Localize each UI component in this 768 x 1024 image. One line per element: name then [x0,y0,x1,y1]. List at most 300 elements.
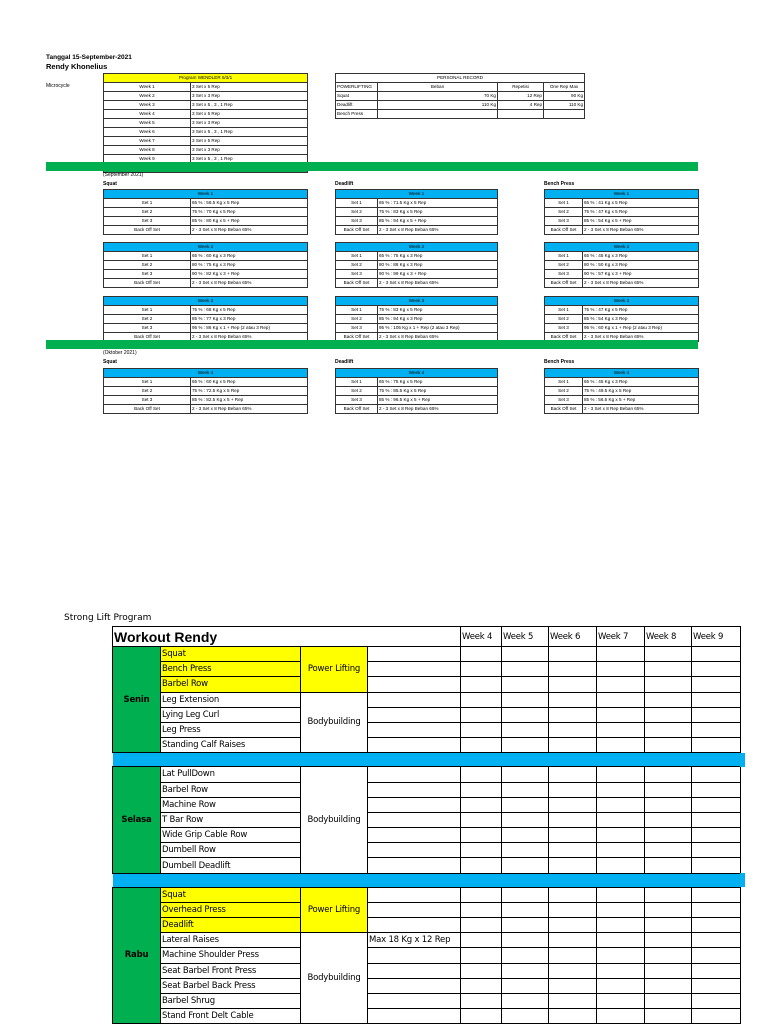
pr-header: Beban [378,83,498,92]
pr-title: PERSONAL RECORD [336,74,585,83]
set-label: Back Off Set [545,405,583,414]
log-cell[interactable] [502,918,549,933]
log-cell[interactable] [549,797,597,812]
log-cell[interactable] [502,993,549,1008]
program-row [104,110,308,119]
log-cell[interactable] [597,812,645,827]
category-label: Bodybuilding [301,692,368,753]
log-cell[interactable] [549,843,597,858]
log-cell[interactable] [549,692,597,707]
log-cell[interactable] [645,993,692,1008]
log-cell[interactable] [461,948,502,963]
log-cell[interactable] [368,647,461,662]
log-cell[interactable] [549,828,597,843]
log-note[interactable]: Max 18 Kg x 12 Rep [368,933,461,948]
set-label: Set 1 [336,252,378,261]
log-cell[interactable] [502,692,549,707]
log-cell[interactable] [645,843,692,858]
log-cell[interactable] [502,963,549,978]
set-row [104,306,308,315]
log-cell[interactable] [368,978,461,993]
log-cell[interactable] [597,948,645,963]
log-cell[interactable] [549,767,597,782]
set-label: Set 2 [545,208,583,217]
log-cell[interactable] [502,933,549,948]
set-row [336,208,498,217]
set-label: Set 1 [104,306,191,315]
log-cell[interactable] [502,767,549,782]
log-cell[interactable] [597,858,645,873]
set-detail: 85 % : 54 Kg x 3 Rep [583,315,699,324]
log-cell[interactable] [645,647,692,662]
week-column-header: Week 5 [502,627,549,647]
log-cell[interactable] [368,948,461,963]
exercise-name: Lat PullDown [161,767,301,782]
log-cell[interactable] [597,797,645,812]
log-cell[interactable] [461,797,502,812]
week-column-header: Week 6 [549,627,597,647]
log-cell[interactable] [549,1009,597,1024]
program-week: Week 9 [104,155,191,164]
log-cell[interactable] [502,782,549,797]
set-label: Set 3 [545,396,583,405]
log-cell[interactable] [645,782,692,797]
program-row [104,146,308,155]
log-cell[interactable] [502,858,549,873]
log-cell[interactable] [549,978,597,993]
log-cell[interactable] [461,993,502,1008]
lift-week-table [544,189,699,235]
log-cell[interactable] [461,722,502,737]
log-cell[interactable] [549,902,597,917]
exercise-name: Seat Barbel Front Press [161,963,301,978]
pr-row [336,101,585,110]
log-cell[interactable] [645,1009,692,1024]
exercise-row [113,918,741,933]
log-cell[interactable] [692,692,741,707]
lift-label: Deadlift [335,181,354,187]
set-label: Set 3 [545,217,583,226]
program-week: Week 6 [104,128,191,137]
set-detail: 2 - 3 Set x 8 Rep Beban 65% [191,279,308,288]
lift-week-table [103,189,308,235]
set-detail: 75 % : 68 Kg x 5 Rep [191,306,308,315]
week-header: Week 3 [104,297,308,306]
exercise-row [113,767,741,782]
log-cell[interactable] [597,887,645,902]
set-row [545,306,699,315]
log-cell[interactable] [597,767,645,782]
log-cell[interactable] [368,858,461,873]
log-cell[interactable] [645,812,692,827]
log-cell[interactable] [368,963,461,978]
log-cell[interactable] [692,963,741,978]
log-cell[interactable] [549,948,597,963]
log-cell[interactable] [461,647,502,662]
pr-cell: 70 Kg [378,92,498,101]
program-table [103,73,308,173]
log-cell[interactable] [645,858,692,873]
log-cell[interactable] [461,933,502,948]
program-week: Week 1 [104,83,191,92]
log-cell[interactable] [645,707,692,722]
week-header-row [336,369,498,378]
program-row [104,119,308,128]
program-scheme: 3 Set x 5 , 3 , 1 Rep [191,101,308,110]
log-cell[interactable] [692,707,741,722]
week-header-row [104,243,308,252]
log-cell[interactable] [368,767,461,782]
log-cell[interactable] [597,1009,645,1024]
set-label: Set 1 [545,378,583,387]
lift-week-table [544,368,699,414]
log-cell[interactable] [597,662,645,677]
log-cell[interactable] [645,887,692,902]
log-cell[interactable] [645,933,692,948]
log-cell[interactable] [368,782,461,797]
exercise-row [113,843,741,858]
log-cell[interactable] [368,918,461,933]
pr-cell [544,110,585,119]
log-cell[interactable] [461,662,502,677]
log-cell[interactable] [549,933,597,948]
program-row [104,101,308,110]
log-cell[interactable] [645,918,692,933]
set-row [104,315,308,324]
log-cell[interactable] [502,722,549,737]
week-column-header: Week 7 [597,627,645,647]
log-cell[interactable] [502,797,549,812]
week-header: Week 1 [545,190,699,199]
log-cell[interactable] [597,828,645,843]
set-detail: 65 % : 41 Kg x 5 Rep [583,199,699,208]
set-detail: 65 % : 60 Kg x 5 Rep [191,378,308,387]
log-cell[interactable] [461,978,502,993]
day-separator-bar [113,753,741,767]
pr-header: POWERLIFTING [336,83,378,92]
log-cell[interactable] [692,782,741,797]
log-cell[interactable] [692,662,741,677]
log-cell[interactable] [461,887,502,902]
program-scheme: 3 Set x 5 Rep [191,110,308,119]
log-cell[interactable] [549,647,597,662]
workout-table [112,626,741,1024]
log-cell[interactable] [461,782,502,797]
exercise-name: Machine Row [161,797,301,812]
pr-cell: 110 Kg [544,101,585,110]
set-label: Set 3 [336,270,378,279]
log-cell[interactable] [549,963,597,978]
log-cell[interactable] [549,782,597,797]
log-cell[interactable] [692,677,741,692]
log-cell[interactable] [502,707,549,722]
log-cell[interactable] [597,902,645,917]
log-cell[interactable] [461,767,502,782]
log-cell[interactable] [502,978,549,993]
log-cell[interactable] [461,858,502,873]
log-cell[interactable] [502,812,549,827]
log-cell[interactable] [645,963,692,978]
log-cell[interactable] [461,918,502,933]
set-label: Back Off Set [104,279,191,288]
set-detail: 65 % : 75 Kg x 5 Rep [378,378,498,387]
exercise-row [113,887,741,902]
set-label: Set 2 [545,261,583,270]
week-header-row [104,190,308,199]
log-cell[interactable] [645,767,692,782]
log-cell[interactable] [502,677,549,692]
log-cell[interactable] [692,887,741,902]
log-cell[interactable] [502,887,549,902]
set-detail: 80 % : 88 Kg x 3 Rep [378,261,498,270]
set-row [336,405,498,414]
log-cell[interactable] [692,812,741,827]
log-cell[interactable] [645,948,692,963]
log-cell[interactable] [597,707,645,722]
log-cell[interactable] [368,812,461,827]
log-cell[interactable] [461,843,502,858]
exercise-row [113,963,741,978]
log-cell[interactable] [692,843,741,858]
log-cell[interactable] [368,707,461,722]
log-cell[interactable] [461,692,502,707]
log-cell[interactable] [461,707,502,722]
log-cell[interactable] [549,738,597,753]
workout-header-row [113,627,741,647]
set-row [545,387,699,396]
set-detail: 75 % : 70 Kg x 5 Rep [191,208,308,217]
set-row [545,324,699,333]
log-cell[interactable] [368,662,461,677]
month-label: (September 2021) [103,172,144,178]
log-cell[interactable] [461,1009,502,1024]
set-label: Set 1 [104,378,191,387]
log-cell[interactable] [502,902,549,917]
set-row [336,396,498,405]
log-cell[interactable] [368,677,461,692]
exercise-name: Squat [161,887,301,902]
log-cell[interactable] [502,662,549,677]
exercise-row [113,1009,741,1024]
set-label: Back Off Set [336,279,378,288]
exercise-name: Dumbell Deadlift [161,858,301,873]
pr-header: One Rep Max [544,83,585,92]
log-cell[interactable] [502,647,549,662]
lift-week-table [335,242,498,288]
program-row [104,137,308,146]
log-cell[interactable] [597,843,645,858]
log-cell[interactable] [549,993,597,1008]
log-cell[interactable] [461,828,502,843]
set-row [104,252,308,261]
log-cell[interactable] [692,797,741,812]
log-cell[interactable] [368,828,461,843]
log-cell[interactable] [461,738,502,753]
log-cell[interactable] [368,887,461,902]
log-cell[interactable] [645,738,692,753]
set-row [336,226,498,235]
section-divider [46,162,698,171]
strong-lift-label: Strong Lift Program [64,613,152,623]
pr-header: Repetisi [498,83,544,92]
log-cell[interactable] [692,858,741,873]
set-label: Set 3 [336,396,378,405]
log-cell[interactable] [368,692,461,707]
log-cell[interactable] [692,767,741,782]
set-row [545,270,699,279]
set-label: Set 2 [104,208,191,217]
log-cell[interactable] [549,707,597,722]
log-cell[interactable] [645,722,692,737]
log-cell[interactable] [597,918,645,933]
log-cell[interactable] [368,993,461,1008]
log-cell[interactable] [645,797,692,812]
log-cell[interactable] [502,828,549,843]
set-row [104,324,308,333]
pr-header-row [336,83,585,92]
pr-cell [378,110,498,119]
set-detail: 85 % : 94 Kg x 3 Rep [378,315,498,324]
set-label: Set 2 [336,387,378,396]
lift-week-table [544,296,699,342]
log-cell[interactable] [549,858,597,873]
day-label: Senin [113,647,161,753]
set-label: Set 2 [336,208,378,217]
lift-week-table [335,296,498,342]
log-cell[interactable] [597,722,645,737]
log-cell[interactable] [368,722,461,737]
log-cell[interactable] [549,887,597,902]
lift-label: Bench Press [544,181,575,187]
log-cell[interactable] [692,722,741,737]
log-cell[interactable] [645,662,692,677]
log-cell[interactable] [597,647,645,662]
date-line: Tanggal 15-September-2021 [46,54,132,61]
set-label: Set 2 [545,315,583,324]
set-detail: 65 % : 58.5 Kg x 5 Rep [191,199,308,208]
week-header: Week 1 [336,190,498,199]
week-header-row [336,190,498,199]
log-cell[interactable] [368,1009,461,1024]
log-cell[interactable] [597,782,645,797]
log-cell[interactable] [692,918,741,933]
set-row [545,315,699,324]
log-cell[interactable] [549,918,597,933]
pr-cell: 4 Rep [498,101,544,110]
exercise-name: Wide Grip Cable Row [161,828,301,843]
log-cell[interactable] [502,843,549,858]
set-label: Set 2 [336,261,378,270]
log-cell[interactable] [692,738,741,753]
pr-cell: 12 Rep [498,92,544,101]
section-divider [46,340,698,349]
log-cell[interactable] [368,738,461,753]
log-cell[interactable] [597,963,645,978]
log-cell[interactable] [502,1009,549,1024]
log-cell[interactable] [461,677,502,692]
log-cell[interactable] [645,978,692,993]
week-header-row [336,243,498,252]
week-header-row [545,243,699,252]
set-detail: 2 - 3 Set x 8 Rep Beban 65% [583,226,699,235]
log-cell[interactable] [502,738,549,753]
log-cell[interactable] [461,902,502,917]
set-label: Set 3 [104,217,191,226]
log-cell[interactable] [692,933,741,948]
log-cell[interactable] [692,1009,741,1024]
exercise-row [113,707,741,722]
set-detail: 75 % : 47 Kg x 5 Rep [583,208,699,217]
week-header: Week 2 [336,243,498,252]
log-cell[interactable] [368,843,461,858]
set-label: Set 2 [104,387,191,396]
log-cell[interactable] [549,722,597,737]
set-row [104,405,308,414]
category-label: Bodybuilding [301,933,368,1024]
log-cell[interactable] [597,993,645,1008]
log-cell[interactable] [645,677,692,692]
set-label: Set 3 [545,270,583,279]
log-cell[interactable] [549,677,597,692]
log-cell[interactable] [597,677,645,692]
program-scheme: 3 Set x 3 Rep [191,146,308,155]
week-header-row [104,369,308,378]
log-cell[interactable] [368,902,461,917]
log-cell[interactable] [692,948,741,963]
log-cell[interactable] [502,948,549,963]
log-cell[interactable] [368,797,461,812]
program-title-row [104,74,308,83]
set-row [336,261,498,270]
set-label: Set 3 [104,324,191,333]
set-detail: 85 % : 82.5 Kg x 5 + Rep [191,396,308,405]
set-detail: 75 % : 72.5 Kg x 5 Rep [191,387,308,396]
week-column-header: Week 9 [692,627,741,647]
program-week: Week 5 [104,119,191,128]
set-row [336,315,498,324]
pr-cell: 90 Kg [544,92,585,101]
log-cell[interactable] [461,963,502,978]
set-label: Back Off Set [336,333,378,342]
week-header-row [104,297,308,306]
log-cell[interactable] [597,978,645,993]
set-label: Set 1 [104,199,191,208]
program-scheme: 3 Set x 5 Rep [191,137,308,146]
log-cell[interactable] [597,933,645,948]
log-cell[interactable] [692,647,741,662]
log-cell[interactable] [692,993,741,1008]
day-separator-extension [740,873,746,887]
log-cell[interactable] [692,828,741,843]
log-cell[interactable] [549,812,597,827]
set-detail: 65 % : 75 Kg x 3 Rep [378,252,498,261]
exercise-row [113,948,741,963]
set-label: Set 3 [104,396,191,405]
set-detail: 65 % : 45 Kg x 3 Rep [583,378,699,387]
log-cell[interactable] [645,692,692,707]
exercise-name: Dumbell Row [161,843,301,858]
log-cell[interactable] [597,692,645,707]
log-cell[interactable] [645,902,692,917]
log-cell[interactable] [461,812,502,827]
log-cell[interactable] [549,662,597,677]
set-detail: 80 % : 50 Kg x 3 Rep [583,261,699,270]
program-row [104,83,308,92]
log-cell[interactable] [692,978,741,993]
log-cell[interactable] [597,738,645,753]
log-cell[interactable] [645,828,692,843]
log-cell[interactable] [692,902,741,917]
